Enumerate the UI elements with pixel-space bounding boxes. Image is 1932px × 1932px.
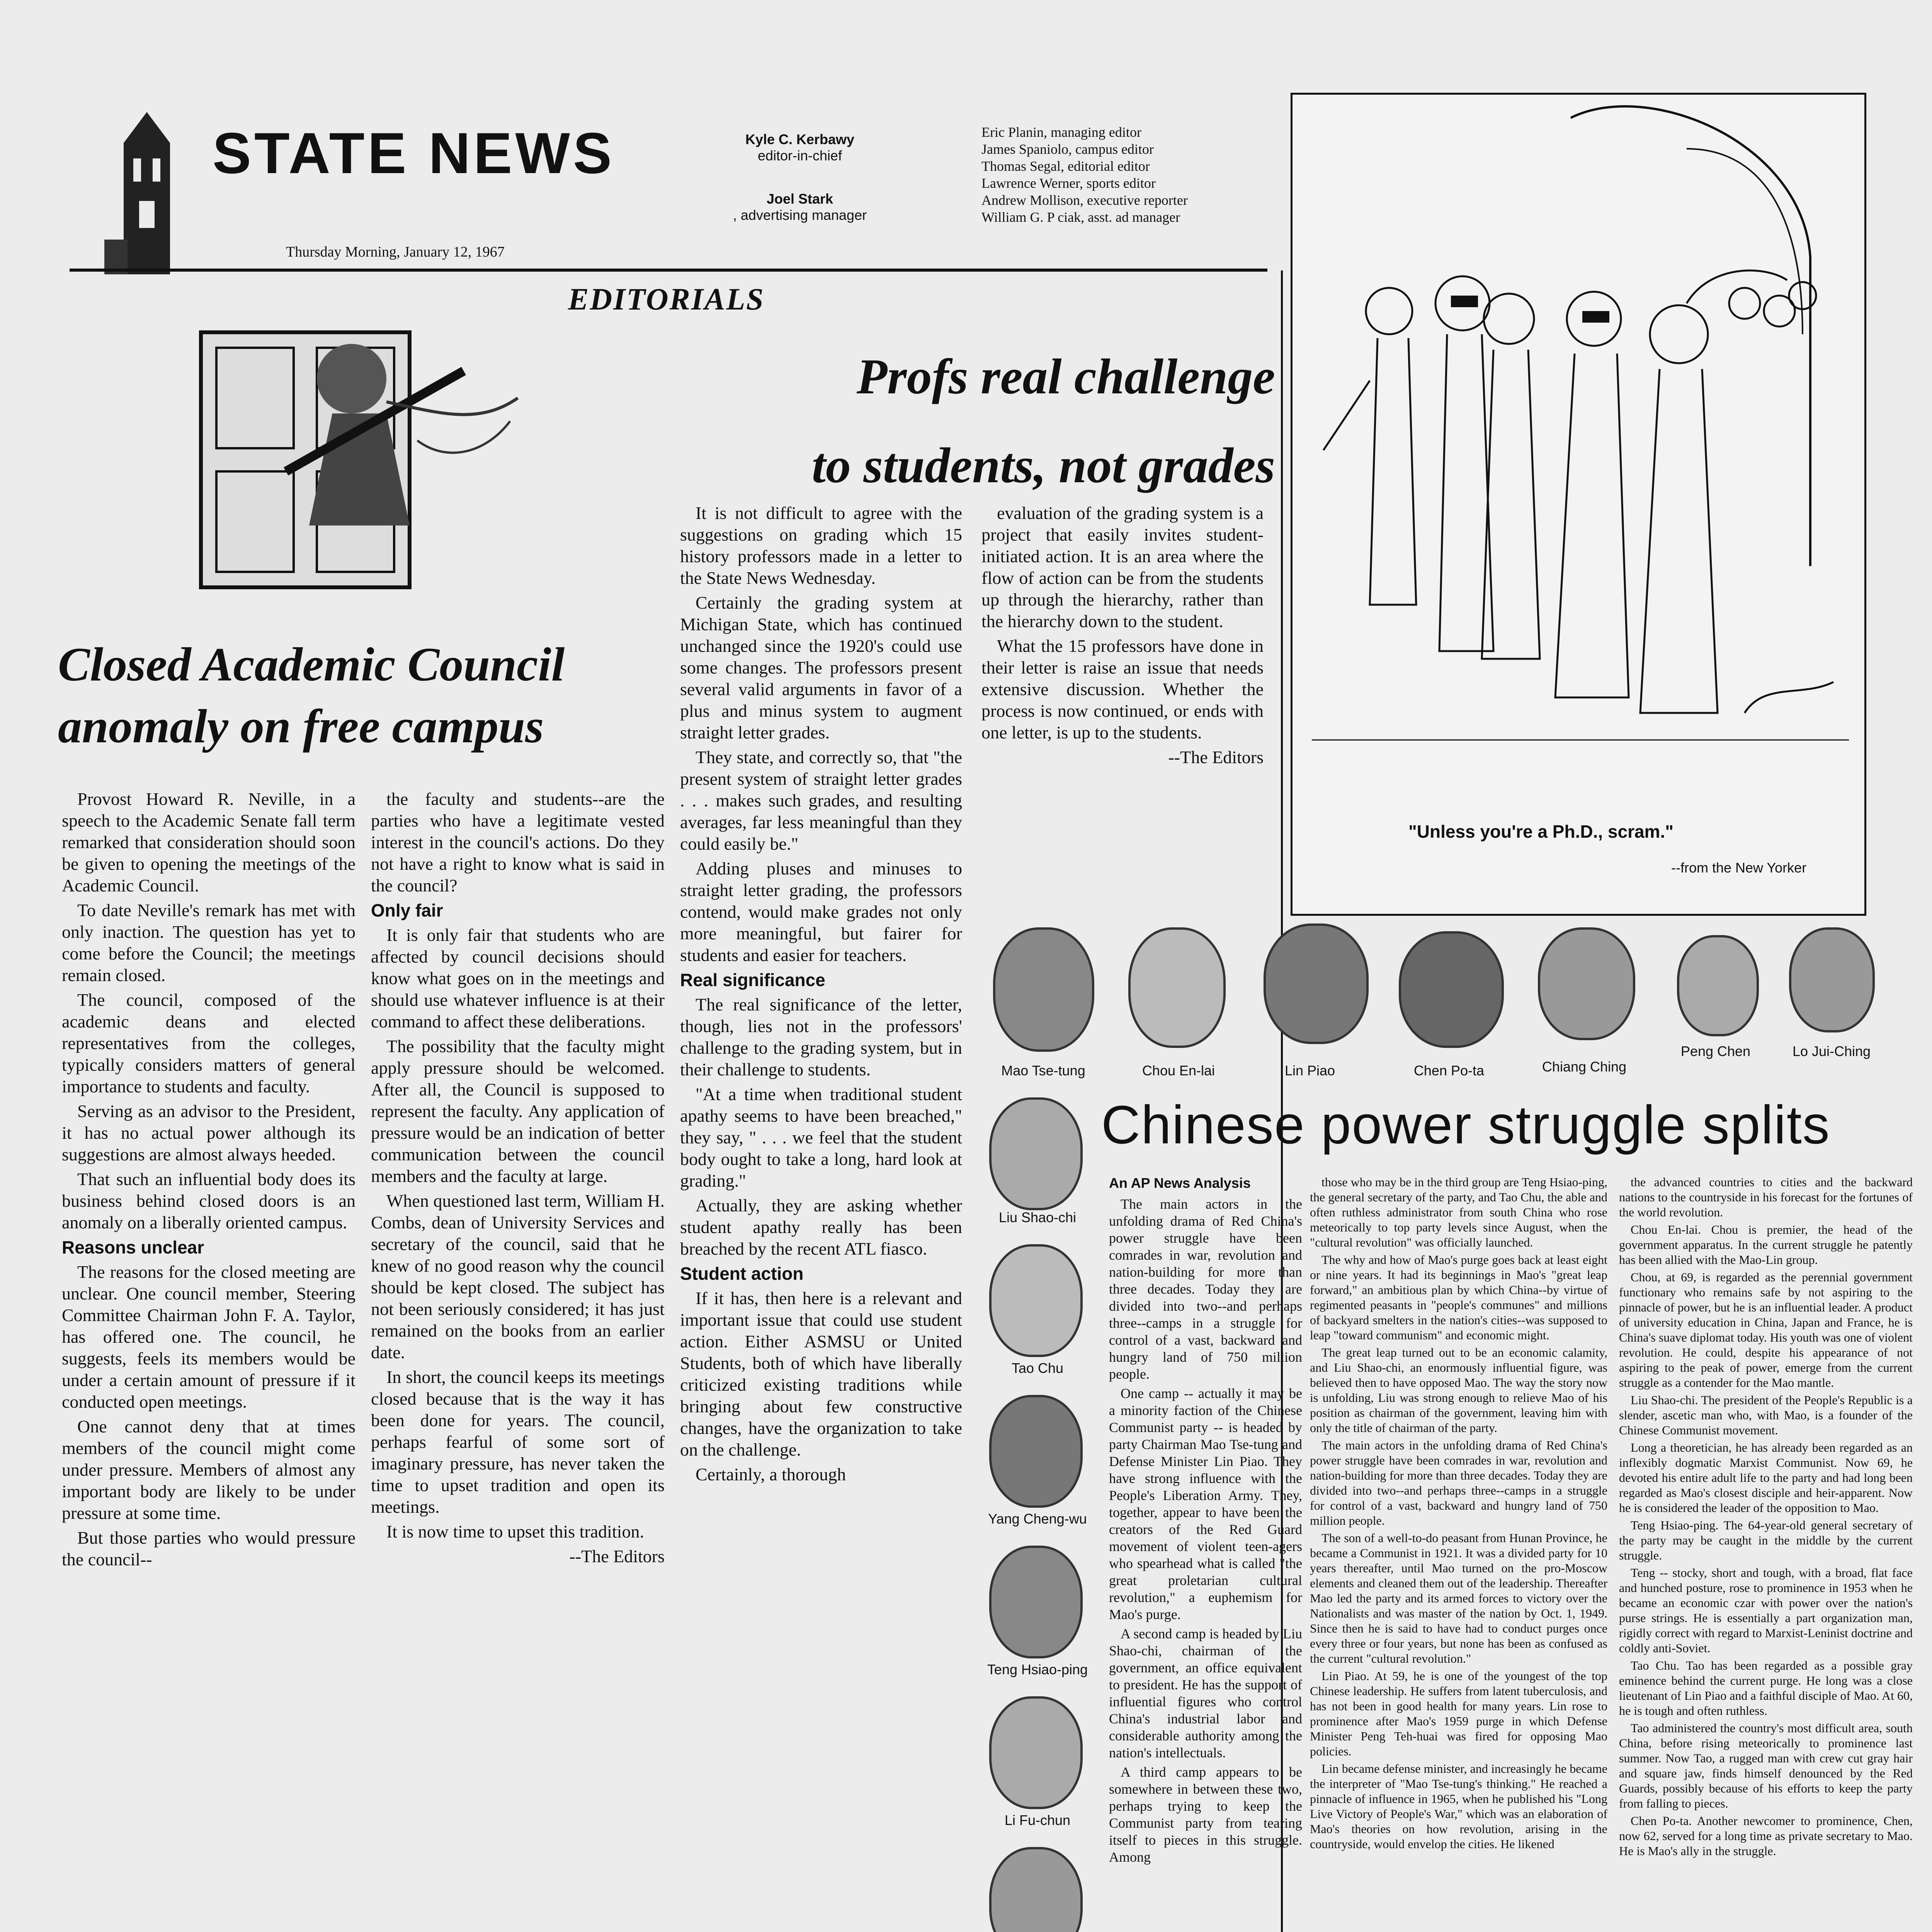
paragraph: Lin Piao. At 59, he is one of the youngest of the top Chinese leadership. He suffers from latent tuberculosis, and has not been in good health for many years. Lin rose to prominence after Mao's 1959 purge in which Defense Minister Peng Teh-huai was fired for opposing Mao policies. [1310,1669,1607,1758]
portrait-peng [1677,935,1759,1036]
paragraph: What the 15 professors have done in their letter is raise an issue that needs extensive discussion. Whether the process is now continued, or ends with one letter, is up to the students. [981,636,1264,742]
chinese-column-2 [1310,1175,1607,1854]
cartoon-caption: "Unless you're a Ph.D., scram." [1408,821,1674,842]
cartoon-frame [1291,93,1866,916]
portrait-lo [1789,927,1875,1032]
staff-line: William G. P ciak, asst. ad manager [981,209,1180,225]
paragraph: In short, the council keeps its meetings closed because that is the way it has been done for years. The council, perhaps fearful of some sort of imaginary pressure, has never taken the time to upset tradition and open its meetings. [371,1367,665,1517]
portrait-teng [989,1546,1083,1658]
portrait-caption: Tao Chu [1011,1360,1064,1376]
portrait-lin [1264,923,1369,1044]
chinese-byline: An AP News Analysis [1109,1175,1251,1191]
paragraph: But those parties who would pressure the council-- [62,1528,355,1569]
paragraph: Certainly the grading system at Michigan State, which has continued unchanged since the 1920's could use some changes. The professors present several valid arguments in favor of a plus and minus system to augment straight letter grades. [680,593,962,742]
paragraph: The council, composed of the academic deans and elected representatives from the colleges, typically considers matters of general importance to students and faculty. [62,990,355,1096]
ad-manager-name: Joel Stark [766,191,833,207]
paragraph: Actually, they are asking whether student apathy really has been breached by the recent ATL fiasco. [680,1196,962,1259]
paragraph: A second camp is headed by Liu Shao-chi, chairman of the government, an office equivalent to president. He has the support of influential figures who control China's industrial labor and considerable authority among the nation's intellectuals. [1109,1626,1302,1760]
chinese-column-1 [1109,1175,1302,1868]
council-column-2 [371,788,665,1567]
paragraph: It is now time to upset this tradition. [386,1522,644,1541]
portrait-mao [993,927,1094,1052]
paragraph: those who may be in the third group are Teng Hsiao-ping, the general secretary of the party, and Tao Chu, the able and often ruthless administrator from south China who rose meteorically to top party levels since August, when the "cultural revolution" was officially launched. [1310,1175,1607,1249]
portrait-caption: Lo Jui-Ching [1792,1043,1871,1059]
portrait-li [989,1696,1083,1809]
portrait-caption: Mao Tse-tung [1001,1063,1085,1078]
subhead: Student action [680,1264,804,1284]
beaumont-tower-logo [97,112,197,274]
paragraph: The main actors in the unfolding drama of Red China's power struggle have been comrades in war, revolution and nation-building for more than three decades. Today they are divided into two--and perhaps three--camps in a struggle for control of a vast, backward and hungry land of 750 million people. [1310,1438,1607,1527]
paragraph: The son of a well-to-do peasant from Hunan Province, he became a Communist in 1921. It was a divided party for 10 years thereafter, until Mao turned on the pro-Moscow elements and cleaned them out of the leadership. Thereafter Mao led the party and its armed forces to victory over the Nationalists and was master of the nation by Oct. 1, 1949. Since then he is said to have had to conduct purges once every three or four years, but none has been as confused as the current "cultural revolution." [1310,1531,1607,1665]
paragraph: "At a time when traditional student apathy seems to have been breached," they say, " . . . we feel that the student body ought to take a long, hard look at grading." [680,1084,962,1190]
portrait-liu [989,1097,1083,1210]
paragraph: If it has, then here is a relevant and important issue that could use student action. Either ASMSU or United Students, both of which have liberally criticized existing traditions while bringing about few constructive changes, have the organization to take on the challenge. [680,1288,962,1459]
paragraph: The real significance of the letter, though, lies not in the professors' challenge to the grading system, but in their challenge to students. [680,995,962,1079]
portrait-yang [989,1395,1083,1508]
profs-column-1 [680,502,962,1488]
paragraph: Chen Po-ta. Another newcomer to prominence, Chen, now 62, served for a long time as private secretary to Mao. He is Mao's ally in the struggle. [1619,1814,1913,1858]
paragraph: A third camp appears to be somewhere in between these two, perhaps trying to keep the Communist party from tearing itself to pieces in this struggle. Among [1109,1764,1302,1865]
staff-line: Eric Planin, managing editor [981,124,1141,140]
chinese-column-3 [1619,1175,1913,1861]
council-column-1 [62,788,355,1573]
portrait-chou [1128,927,1226,1048]
paragraph: Liu Shao-chi. The president of the People's Republic is a slender, ascetic man who, with Mao, is a founder of the Chinese Communist movement. [1619,1393,1913,1437]
paragraph: Certainly, a thorough [696,1464,846,1484]
paragraph: Adding pluses and minuses to straight letter grading, the professors contend, would make grades not only more meaningful, but fairer for students and easier for teachers. [680,859,962,965]
portrait-caption: Peng Chen [1680,1043,1751,1059]
paragraph: the advanced countries to cities and the backward nations to the countryside in his forecast for the fortunes of the world revolution. [1619,1175,1913,1219]
paragraph: One camp -- actually it may be a minority faction of the Chinese Communist party -- is headed by party Chairman Mao Tse-tung and Defense Minister Lin Piao. They have strong influence with the People's Liberation Army. They, together, appear to have been the creators of the Red Guard movement of violent teen-agers who spearhead what is called "the great proletarian cultural revolution," a euphemism for Mao's purge. [1109,1386,1302,1622]
portrait-column [981,1094,1097,1932]
paragraph: Teng Hsiao-ping. The 64-year-old general secretary of the party may be caught in the middle by the current struggle. [1619,1518,1913,1562]
ad-manager-role: , advertising manager [733,207,867,223]
portrait-tao [989,1244,1083,1357]
portrait-caption: Chen Po-ta [1413,1063,1485,1078]
masthead-title: STATE NEWS [213,121,615,185]
paragraph: When questioned last term, William H. Combs, dean of University Services and secretary of the council, said that he knew of no good reason why the council should be kept closed. The subject has not been seriously considered; it has just remained on the books from an earlier date. [371,1191,665,1362]
paragraph: Tao Chu. Tao has been regarded as a possible gray eminence behind the current purge. He long was a close lieutenant of Lin Piao and a faithful disciple of Mao. At 60, he is tough and often ruthless. [1619,1658,1913,1718]
door-illustration [170,325,653,595]
editor-name: Kyle C. Kerbawy [745,131,855,147]
portrait-caption: Li Fu-chun [1004,1812,1071,1828]
portrait-chiang-ching [1538,927,1635,1040]
paragraph: That such an influential body does its business behind closed doors is an anomaly on a liberally oriented campus. [62,1169,355,1232]
subhead: Reasons unclear [62,1237,204,1257]
paragraph: The possibility that the faculty might apply pressure should be welcomed. After all, the Council is supposed to represent the faculty. Any application of pressure would be an indication of better communication between the council members and the faculty at large. [371,1036,665,1186]
portrait-caption: Yang Cheng-wu [988,1511,1087,1527]
editorials-label: EDITORIALS [568,282,765,316]
portrait-caption: Chiang Ching [1542,1059,1627,1075]
cartoon-drawing [1300,102,1857,806]
profs-column-2 [981,502,1264,768]
profs-signature: --The Editors [1168,747,1264,767]
council-headline-line1: Closed Academic Council [58,638,565,691]
portrait-caption: Lin Piao [1284,1063,1335,1078]
paragraph: Chou, at 69, is regarded as the perennial government functionary who remains safe by not aspiring to the pinnacle of power, but he is an influential leader. A product of university education in China, Japan and France, he is China's suave diplomat today. His youth was one of violent revolution. He could, despite his appearance of not aspiring to the peak of power, emerge from the current struggle as a contender for the Mao mantle. [1619,1270,1913,1389]
paragraph: The great leap turned out to be an economic calamity, and Liu Shao-chi, an enormously influential figure, was believed then to have opposed Mao. The way the story now is unfolding, Liu was strong enough to relieve Mao of his position as chairman of the government, leaving him with only the title of chairman of the party. [1310,1345,1607,1435]
council-headline [58,634,668,757]
paragraph: Provost Howard R. Neville, in a speech to the Academic Senate fall term remarked that consideration should soon be given to opening the meetings of the Academic Council. [62,789,355,895]
paragraph: The reasons for the closed meeting are unclear. One council member, Steering Committee Chairman John F. A. Taylor, has offered one. The council, he suggests, feels its members would be under a certain amount of pressure if it conducted open meetings. [62,1262,355,1412]
masthead-rule [70,269,1267,272]
paragraph: They state, and correctly so, that "the present system of straight letter grades . . . makes such grades, and resulting averages, far less meaningful than they could easily be." [680,747,962,854]
paragraph: the faculty and students--are the parties who have a legitimate vested interest in the council's actions. Do they not have a right to know what is said in the council? [371,789,665,895]
staff-line: Thomas Segal, editorial editor [981,158,1150,174]
paragraph: Lin became defense minister, and increasingly he became the interpreter of "Mao Tse-tung's thinking." He reached a pinnacle of influence in 1965, when he published his "Long Live Victory of People's War," which was an elaboration of Mao's theories on how revolution, arising in the countryside, would envelop the cities. He likened [1310,1762,1607,1851]
staff-line: Andrew Mollison, executive reporter [981,192,1188,208]
paragraph: Tao administered the country's most difficult area, south China, before rising meteorically to prominence last summer. Now Tao, a rugged man with crew cut gray hair and square jaw, finds himself denounced by the Red Guards, possibly because of his efforts to keep the party from falling to pieces. [1619,1721,1913,1810]
portrait-caption: Chou En-lai [1142,1063,1215,1078]
staff-line: Lawrence Werner, sports editor [981,175,1156,191]
portrait-chen-po-ta [1399,931,1504,1048]
portrait-caption: Teng Hsiao-ping [987,1662,1088,1677]
staff-list [981,124,1188,226]
staff-line: James Spaniolo, campus editor [981,141,1154,157]
portrait-kang [989,1847,1083,1932]
council-headline-line2: anomaly on free campus [58,700,544,753]
subhead: Only fair [371,900,443,920]
paragraph: The why and how of Mao's purge goes back at least eight or nine years. It had its beginnings in Mao's "great leap forward," an ambitious plan by which China--by virtue of regimented peasants in "people's communes" and millions of backyard smelters in the nation's cities--was supposed to leap "toward communism" and economic might. [1310,1253,1607,1342]
paragraph: It is not difficult to agree with the suggestions on grading which 15 history professors made in a letter to the State News Wednesday. [680,503,962,588]
council-signature: --The Editors [569,1546,665,1566]
paragraph: One cannot deny that at times members of the council might come under pressure. Members of almost any important body are likely to be under pressure at some time. [62,1417,355,1523]
editor-role: editor-in-chief [757,148,842,163]
profs-headline-line2: to students, not grades [811,438,1275,493]
paragraph: evaluation of the grading system is a project that easily invites student-initiated action. It is an area where the flow of action can be from the students up through the hierarchy, rather than the hierarchy down to the student. [981,503,1264,631]
paragraph: Teng -- stocky, short and tough, with a broad, flat face and hunched posture, rose to prominence in 1953 when he became an economic czar with power over the nation's purse strings. He is essentially a part organization man, rigidly correct with regard to Marxist-Leninist doctrine and coldly anti-Soviet. [1619,1566,1913,1655]
chinese-headline: Chinese power struggle splits [1101,1094,1830,1155]
paragraph: The main actors in the unfolding drama of Red China's power struggle have been comrades in war, revolution and nation-building for more than three decades. Today they are divided into two--and perhaps three--camps in a struggle for control of a vast, backward and hungry land of 750 million people. [1109,1196,1302,1382]
paragraph: Long a theoretician, he has already been regarded as an inflexibly dogmatic Marxist Communist. Now 69, he devoted his entire adult life to the party and had long been regarded as Mao's closest disciple and heir-apparent. Now he is considered the leader of the opposition to Mao. [1619,1440,1913,1515]
profs-headline [672,332,1275,510]
paragraph: Chou En-lai. Chou is premier, the head of the government apparatus. In the current struggle he patently has been allied with the Mao-Lin group. [1619,1223,1913,1267]
cartoon-credit: --from the New Yorker [1671,860,1807,876]
masthead [70,89,1267,270]
paragraph: Serving as an advisor to the President, it has no actual power although its suggestions are almost always heeded. [62,1101,355,1164]
paragraph: To date Neville's remark has met with only inaction. The question has yet to come before the Council; the meetings remain closed. [62,900,355,985]
profs-headline-line1: Profs real challenge [856,349,1275,405]
portrait-row [981,920,1909,1097]
portrait-caption: Liu Shao-chi [998,1209,1077,1225]
masthead-date: Thursday Morning, January 12, 1967 [286,244,505,260]
paragraph: It is only fair that students who are affected by council decisions should know what goes on in the meetings and should use whatever influence is at their command to affect these deliberations. [371,925,665,1031]
subhead: Real significance [680,970,825,990]
